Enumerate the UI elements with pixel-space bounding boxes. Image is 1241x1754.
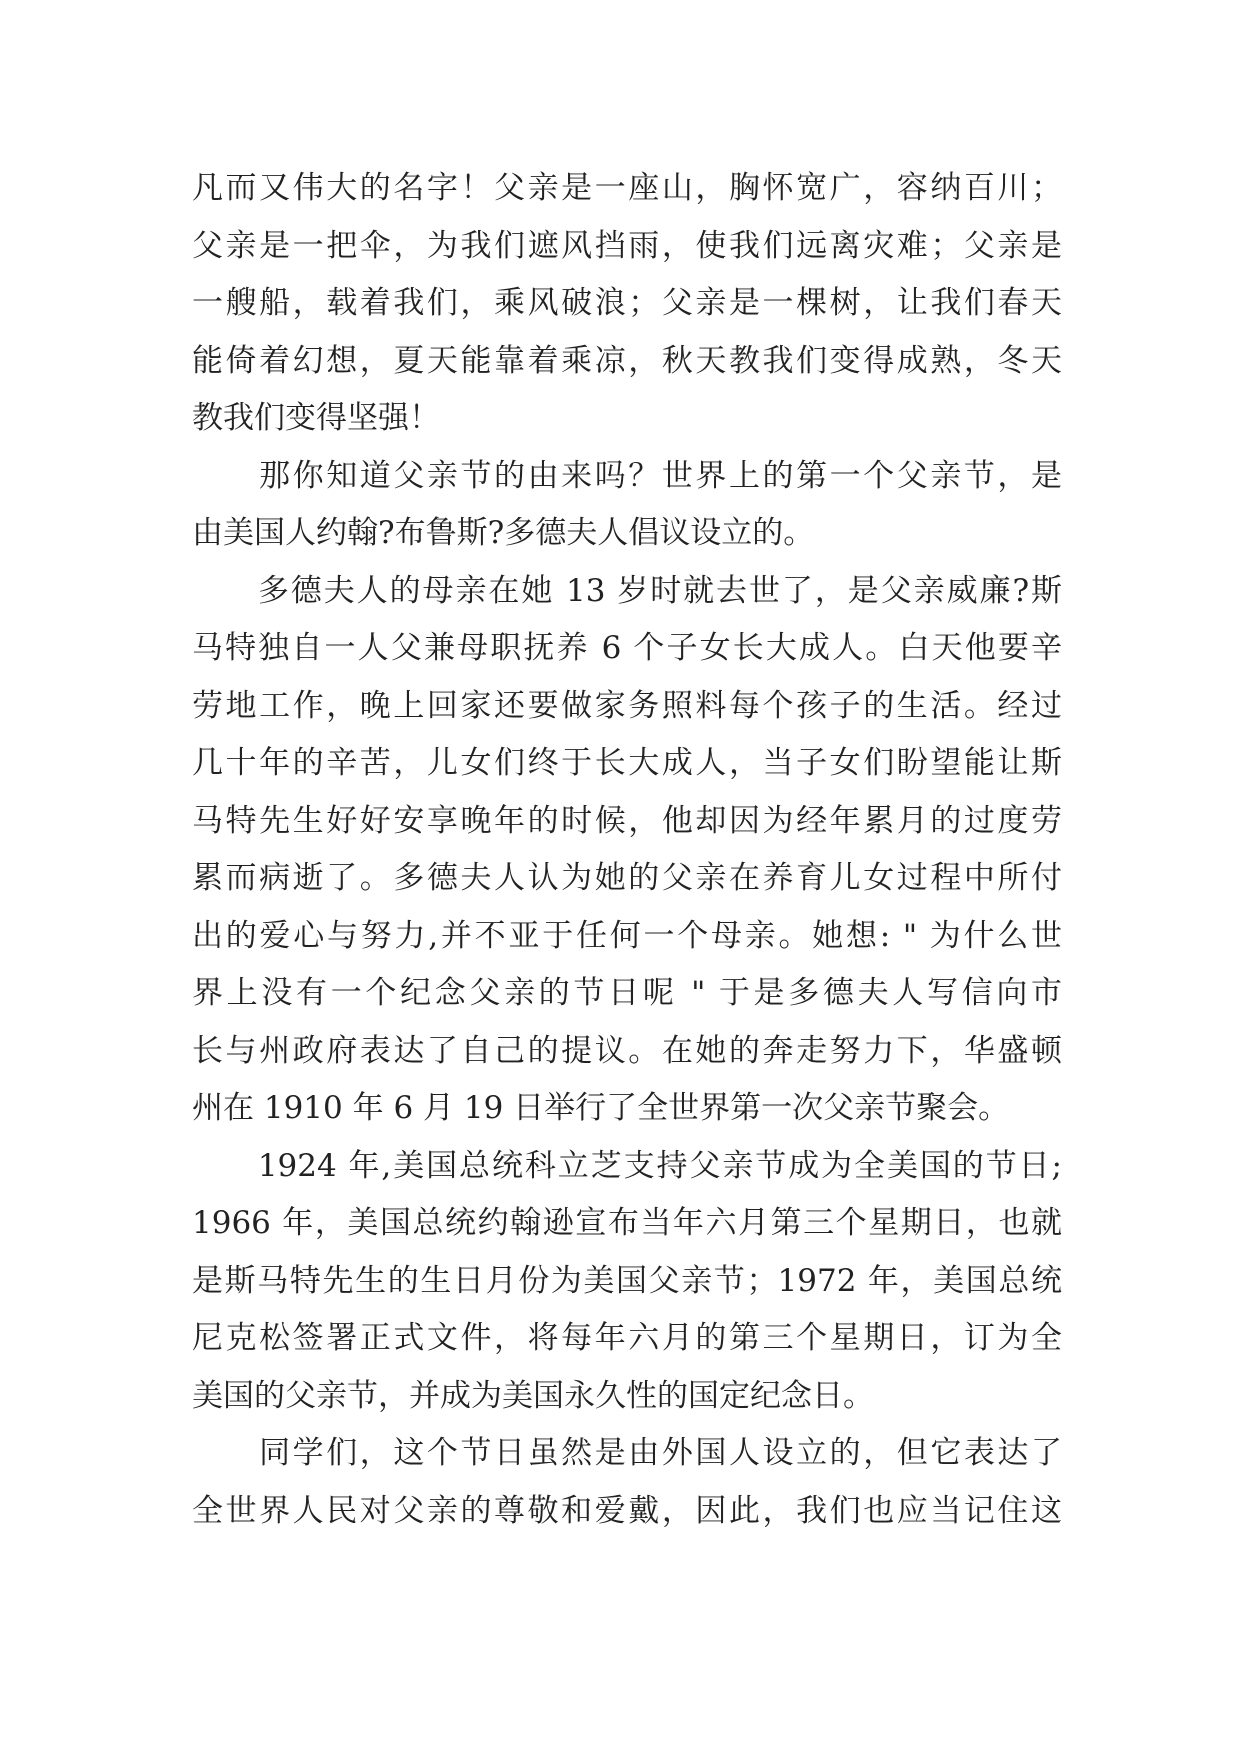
text-line: 累而病逝了。多德夫人认为她的父亲在养育儿女过程中所付 [192,860,1062,896]
text-line: 长与州政府表达了自己的提议。在她的奔走努力下，华盛顿 [192,1032,1062,1069]
text-line: 马特独自一人父兼母职抚养 6 个子女长大成人。白天他要辛 [192,630,1062,666]
text-line: 由美国人约翰?布鲁斯?多德夫人倡议设立的。 [192,515,815,551]
text-line: 尼克松签署正式文件，将每年六月的第三个星期日，订为全 [192,1320,1062,1356]
speech-text [192,160,1062,1540]
text-line: 是斯马特先生的生日月份为美国父亲节；1972 年，美国总统 [192,1262,1062,1299]
text-line: 1966 年，美国总统约翰逊宣布当年六月第三个星期日，也就 [192,1205,1062,1241]
text-line: 全世界人民对父亲的尊敬和爱戴，因此，我们也应当记住这 [192,1492,1062,1529]
text-line: 界上没有一个纪念父亲的节日呢 " 于是多德夫人写信向市 [192,975,1062,1011]
text-line: 劳地工作，晚上回家还要做家务照料每个孩子的生活。经过 [192,687,1062,724]
text-line: 教我们变得坚强！ [192,400,440,436]
text-line: 几十年的辛苦，儿女们终于长大成人，当子女们盼望能让斯 [192,745,1062,781]
text-line: 1924 年,美国总统科立芝支持父亲节成为全美国的节日; [192,1147,1062,1184]
text-line: 多德夫人的母亲在她 13 岁时就去世了，是父亲威廉?斯 [192,572,1062,609]
text-line: 马特先生好好安享晚年的时候，他却因为经年累月的过度劳 [192,802,1062,839]
text-line: 父亲是一把伞，为我们遮风挡雨，使我们远离灾难；父亲是 [192,227,1062,264]
text-line: 能倚着幻想，夏天能靠着乘凉，秋天教我们变得成熟，冬天 [192,342,1062,379]
text-line: 出的爱心与努力,并不亚于任何一个母亲。她想: " 为什么世 [192,917,1062,954]
text-line: 同学们，这个节日虽然是由外国人设立的，但它表达了 [192,1435,1062,1471]
text-line: 一艘船，载着我们，乘风破浪；父亲是一棵树，让我们春天 [192,285,1062,321]
text-line: 美国的父亲节，并成为美国永久性的国定纪念日。 [192,1377,874,1414]
text-line: 凡而又伟大的名字！父亲是一座山，胸怀宽广，容纳百川； [192,170,1062,206]
text-line: 州在 1910 年 6 月 19 日举行了全世界第一次父亲节聚会。 [192,1090,1010,1126]
text-line: 那你知道父亲节的由来吗？世界上的第一个父亲节，是 [192,457,1062,494]
